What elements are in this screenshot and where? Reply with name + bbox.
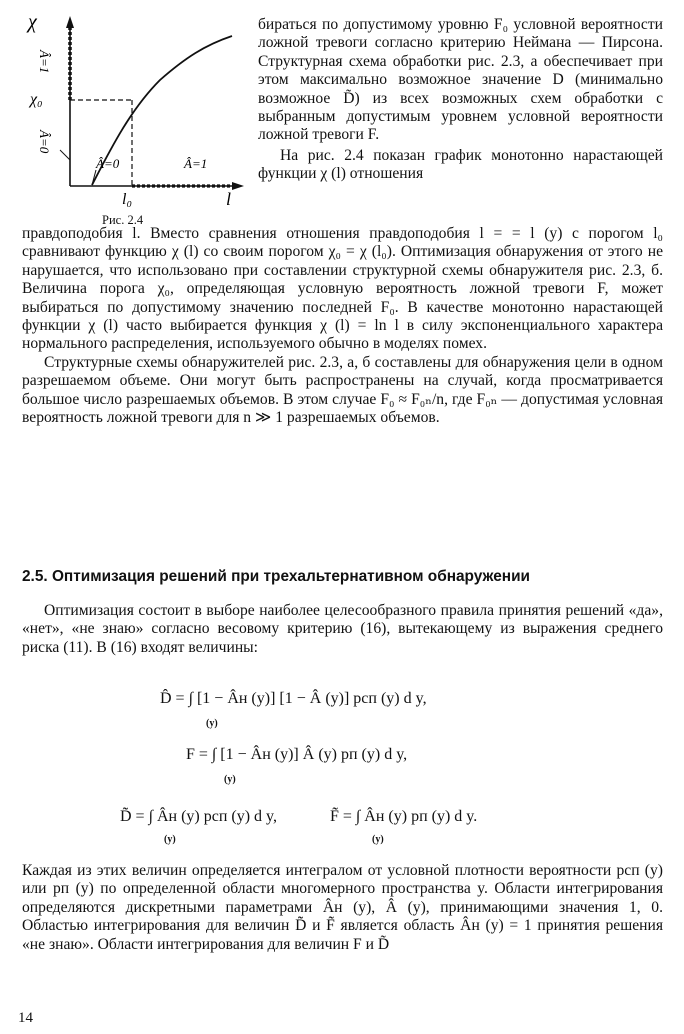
axis-y-label: χ (28, 11, 37, 33)
after-formulas-paragraph: Каждая из этих величин определяется интегралом от условной плотности вероятности pсп (y) или pп (y) по определенной области многомерного пространства y. Области интегрирования определяются дискретными параметрами Âн (y), Â (y), принимающими значения 1, 0. Областью интегрирования для величин D̃̃ и F̃̃ является область Âн (y) = 1 принятия решения «не знаю». Области интегрирования для величин F и D̃ (22, 862, 663, 953)
formula-1-domain: (y) (206, 718, 218, 729)
paragraph-1-continued: правдоподобия l. Вместо сравнения отношения правдоподобия l = = l (y) с порогом l₀ сравнивают функцию χ (l) со своим порогом χ₀ = χ (l₀). Оптимизация обнаружения от этого не нарушается, что использовано при составлении структурной схемы обнаружителя рис. 2.3, б. Величина порога χ₀, определяющая условную вероятность ложной тревоги F, может выбираться по допустимому значению последней F₀. В качестве монотонно нарастающей функции χ (l) часто выбирается функция χ (l) = ln l в силу экспоненциального характера нормального распределения, используемого обычно в моделях помех. (22, 225, 663, 353)
label-a0-pointer (60, 150, 70, 160)
right-column-para2: На рис. 2.4 показан график монотонно нарастающей функции χ (l) отношения (258, 146, 663, 183)
formula-d-hat: D̂ = ∫ [1 − Âн (y)] [1 − Â (y)] pсп (y) d y, (160, 690, 427, 707)
formula-2-domain: (y) (224, 774, 236, 785)
axis-x-label: l (226, 189, 232, 209)
formula-d-double-tilde: D̃̃ = ∫ Âн (y) pсп (y) d y, (120, 808, 278, 825)
label-l0: l₀ (122, 191, 133, 208)
formula-3b-domain: (y) (372, 834, 384, 845)
main-text (22, 225, 663, 427)
section-intro: Оптимизация состоит в выборе наиболее целесообразного правила принятия решений «да», «нет», «не знаю» согласно весовому критерию (16), вытекающему из выражения среднего риска (11). В (16) входят величины: (22, 602, 663, 656)
label-a0-left: Â=0 (37, 130, 52, 154)
formula-3a-domain: (y) (164, 834, 176, 845)
page-number: 14 (18, 1010, 33, 1026)
label-a1-bottom: Â=1 (184, 156, 208, 171)
figure-caption: Рис. 2.4 (102, 213, 144, 227)
paragraph-2: Структурные схемы обнаружителей рис. 2.3, а, б составлены для обнаружения цели в одном разрешаемом объеме. Они могут быть распространены на случай, когда просматривается большое число разрешаемых объемов. В этом случае F₀ ≈ F₀ₙ/n, где F₀ₙ — допустимая условная вероятность ложной тревоги для n ≫ 1 разрешаемых объемов. (22, 353, 663, 427)
section-paragraph (22, 602, 663, 657)
after-formulas-text (22, 862, 663, 954)
label-x0: χ₀ (30, 91, 43, 108)
formula-f-double-tilde: F̃̃ = ∫ Âн (y) pп (y) d y. (330, 808, 478, 825)
label-a0-bottom: Â=0 (96, 156, 120, 171)
section-title: 2.5. Оптимизация решений при трехальтернативном обнаружении (22, 568, 530, 585)
right-column-text (258, 16, 663, 184)
right-column-para1: бираться по допустимому уровню F₀ условной вероятности ложной тревоги согласно критерию Неймана — Пирсона. Структурная схема обработки рис. 2.3, а обеспечивает при этом максимально возможное значение D (минимально возможное D̃) из всех возможных схем обработки с выбранным допустимым уровнем условной вероятности ложной тревоги F. (258, 16, 663, 144)
label-a1-left: Â=1 (37, 50, 52, 74)
figure-2-4 (0, 0, 250, 210)
formula-f: F = ∫ [1 − Âн (y)] Â (y) pп (y) d y, (186, 746, 408, 763)
